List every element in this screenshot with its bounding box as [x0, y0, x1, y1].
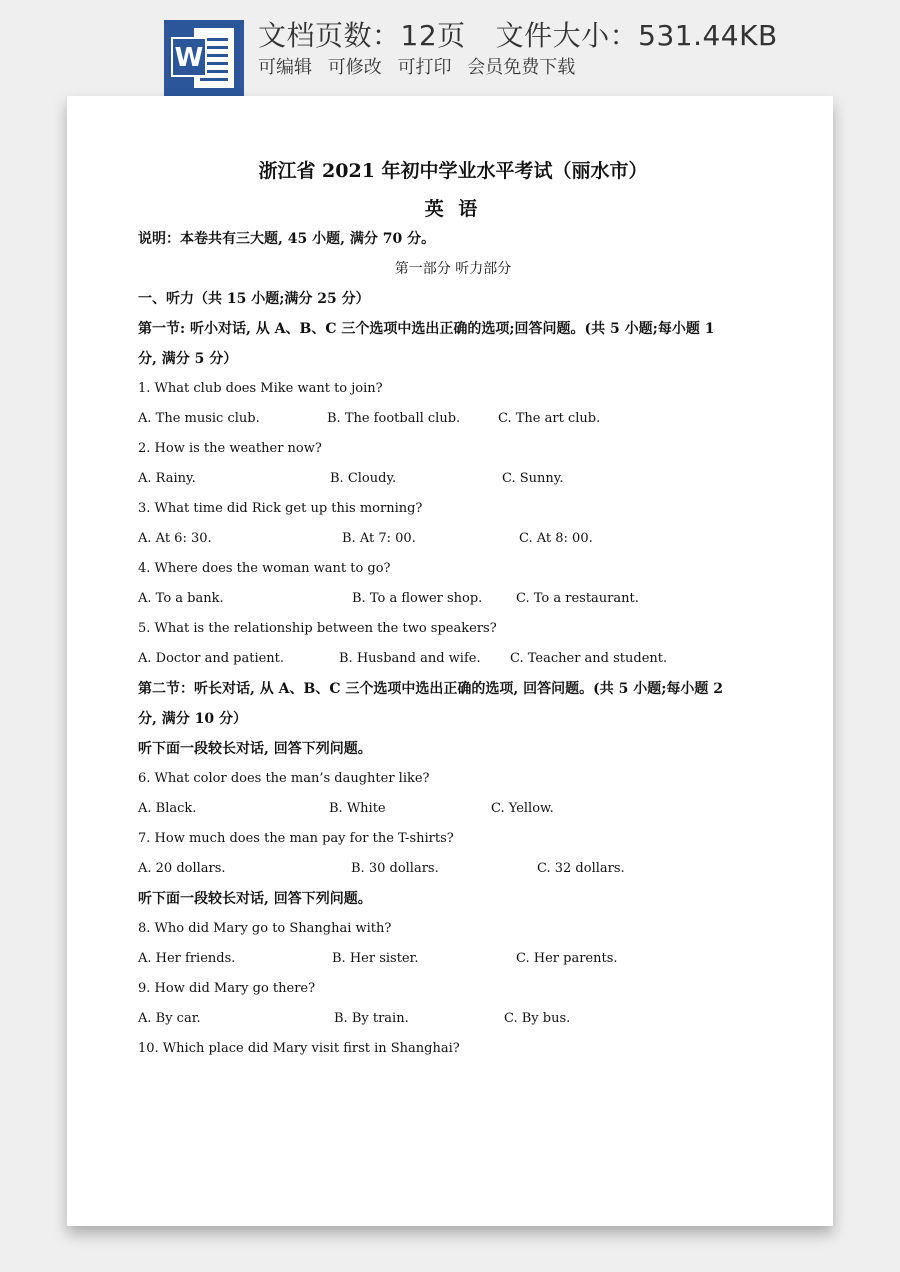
option-b: B. Cloudy. [330, 471, 397, 486]
option-c: C. Yellow. [491, 801, 554, 816]
exam-title: 浙江省 2021 年初中学业水平考试（丽水市） [258, 160, 648, 182]
option-c: C. The art club. [498, 411, 601, 426]
options-row [138, 404, 768, 434]
option-b: B. Husband and wife. [339, 651, 481, 666]
option-c: C. 32 dollars. [537, 861, 625, 876]
option-a: A. Black. [138, 801, 197, 816]
option-c: C. By bus. [504, 1011, 571, 1026]
question: 4. Where does the woman want to go? [138, 561, 391, 576]
option-a: A. Doctor and patient. [138, 651, 285, 666]
options-row [138, 854, 768, 884]
file-size: 文件大小：531.44KB [495, 19, 778, 52]
options-row [138, 944, 768, 974]
option-b: B. At 7: 00. [342, 531, 416, 546]
question: 10. Which place did Mary visit first in Shanghai? [138, 1041, 460, 1056]
option-c: C. Her parents. [516, 951, 618, 966]
question: 8. Who did Mary go to Shanghai with? [138, 921, 392, 936]
option-b: B. Her sister. [332, 951, 419, 966]
document-info-banner [0, 0, 900, 100]
svg-text:W: W [174, 43, 204, 73]
question: 6. What color does the man’s daughter like? [138, 771, 430, 786]
options-row [138, 794, 768, 824]
document-stats [258, 18, 778, 54]
option-a: A. 20 dollars. [138, 861, 226, 876]
option-c: C. To a restaurant. [516, 591, 639, 606]
option-a: A. Rainy. [138, 471, 196, 486]
option-b: B. The football club. [327, 411, 461, 426]
options-row [138, 464, 768, 494]
question: 1. What club does Mike want to join? [138, 381, 383, 396]
option-b: B. To a flower shop. [352, 591, 483, 606]
exam-subject: 英 语 [424, 198, 482, 220]
section2-instructions: 第二节：听长对话, 从 A、B、C 三个选项中选出正确的选项, 回答问题。(共 5 小题;每小题 2 [138, 681, 723, 697]
option-b: B. 30 dollars. [351, 861, 439, 876]
option-a: A. To a bank. [138, 591, 224, 606]
dialog-instruction: 听下面一段较长对话, 回答下列问题。 [138, 741, 372, 757]
feature-editable: 可编辑 [258, 57, 312, 78]
section2-instructions-cont: 分, 满分 10 分） [138, 711, 247, 727]
option-c: C. At 8: 00. [519, 531, 593, 546]
word-document-icon [164, 20, 244, 96]
option-a: A. Her friends. [138, 951, 236, 966]
section1-instructions: 第一节: 听小对话, 从 A、B、C 三个选项中选出正确的选项;回答问题。(共 5 小题;每小题 1 [138, 321, 715, 337]
question: 7. How much does the man pay for the T-shirts? [138, 831, 454, 846]
part-heading: 第一部分 听力部分 [394, 261, 512, 277]
dialog-instruction: 听下面一段较长对话, 回答下列问题。 [138, 891, 372, 907]
section-heading: 一、听力（共 15 小题;满分 25 分） [138, 291, 370, 307]
exam-note: 说明：本卷共有三大题, 45 小题, 满分 70 分。 [138, 231, 436, 247]
page-content [138, 156, 768, 1064]
option-b: B. By train. [334, 1011, 409, 1026]
feature-member-download: 会员免费下载 [467, 57, 576, 78]
question: 5. What is the relationship between the two speakers? [138, 621, 497, 636]
section1-instructions-cont: 分, 满分 5 分） [138, 351, 238, 367]
options-row [138, 584, 768, 614]
options-row [138, 644, 768, 674]
option-a: A. By car. [138, 1011, 201, 1026]
option-c: C. Sunny. [502, 471, 564, 486]
question: 2. How is the weather now? [138, 441, 322, 456]
feature-modifiable: 可修改 [327, 57, 382, 78]
option-b: B. White [329, 801, 386, 816]
question: 3. What time did Rick get up this morning? [138, 501, 423, 516]
page-count: 文档页数：12页 [258, 19, 466, 52]
feature-printable: 可打印 [397, 57, 452, 78]
document-features [258, 56, 585, 80]
options-row [138, 524, 768, 554]
question: 9. How did Mary go there? [138, 981, 316, 996]
option-a: A. The music club. [138, 411, 260, 426]
document-page [67, 96, 833, 1226]
options-row [138, 1004, 768, 1034]
option-c: C. Teacher and student. [510, 651, 668, 666]
option-a: A. At 6: 30. [138, 531, 212, 546]
